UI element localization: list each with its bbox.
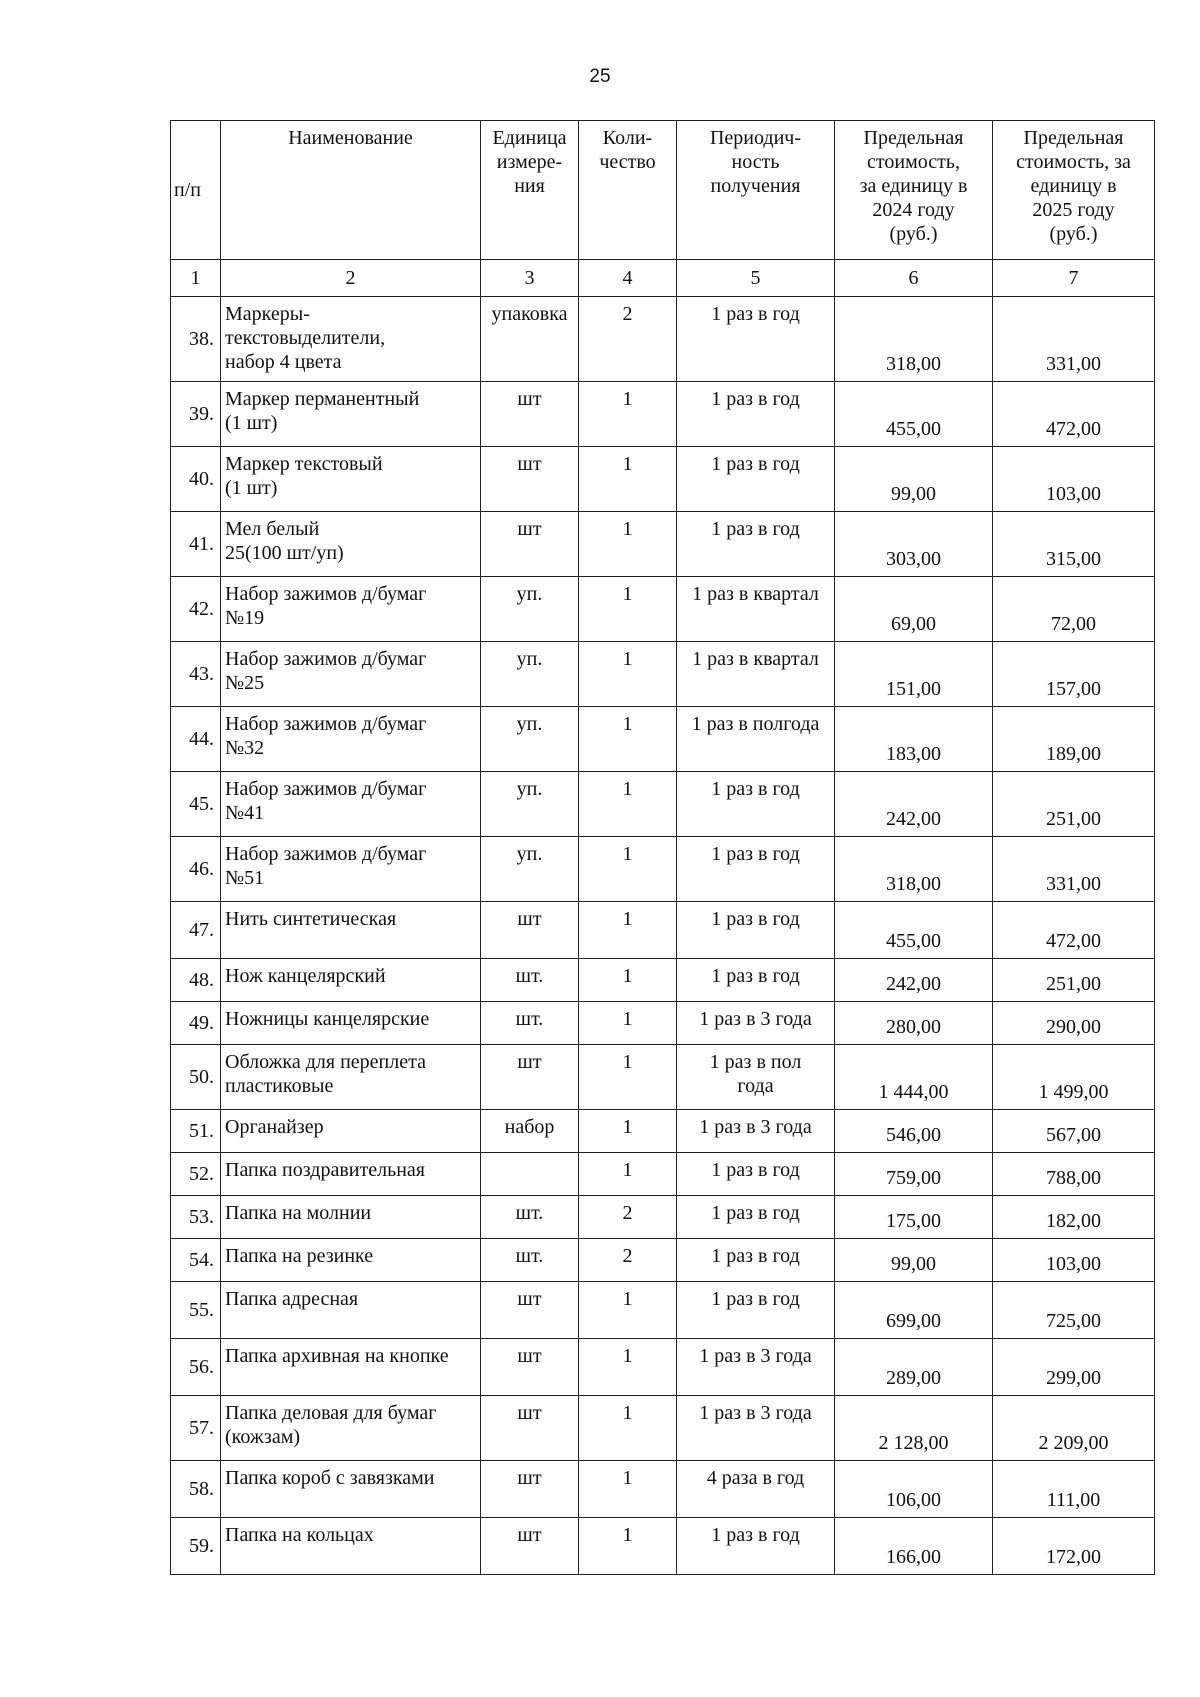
price-2024-cell: 280,00 [835, 1002, 993, 1045]
quantity-cell: 1 [579, 1396, 677, 1461]
row-number: 54. [171, 1239, 221, 1282]
price-2025-cell: 103,00 [993, 447, 1155, 512]
period-cell: 1 раз в год [677, 512, 835, 577]
quantity-cell: 1 [579, 577, 677, 642]
unit-cell: шт [481, 382, 579, 447]
item-name: Папка на кольцах [221, 1518, 481, 1575]
item-name: Обложка для переплета пластиковые [221, 1045, 481, 1110]
price-2025-cell: 472,00 [993, 382, 1155, 447]
row-number: 58. [171, 1461, 221, 1518]
period-cell: 1 раз в год [677, 1282, 835, 1339]
unit-cell: шт [481, 1396, 579, 1461]
row-number: 49. [171, 1002, 221, 1045]
item-name: Папка архивная на кнопке [221, 1339, 481, 1396]
quantity-cell: 2 [579, 1239, 677, 1282]
unit-cell: шт [481, 902, 579, 959]
unit-cell: уп. [481, 837, 579, 902]
period-cell: 1 раз в год [677, 1196, 835, 1239]
table-row [171, 1045, 1155, 1110]
row-number: 55. [171, 1282, 221, 1339]
table-row [171, 577, 1155, 642]
table-row [171, 707, 1155, 772]
table-body [171, 297, 1155, 1575]
column-index-cell: 6 [835, 260, 993, 297]
quantity-cell: 1 [579, 1110, 677, 1153]
row-number: 42. [171, 577, 221, 642]
price-2024-cell: 99,00 [835, 447, 993, 512]
row-number: 57. [171, 1396, 221, 1461]
item-name: Папка деловая для бумаг (кожзам) [221, 1396, 481, 1461]
quantity-cell: 1 [579, 1518, 677, 1575]
row-number: 51. [171, 1110, 221, 1153]
period-cell: 1 раз в год [677, 1518, 835, 1575]
unit-cell: набор [481, 1110, 579, 1153]
table-row [171, 1518, 1155, 1575]
row-number: 44. [171, 707, 221, 772]
table-row [171, 447, 1155, 512]
price-2024-cell: 175,00 [835, 1196, 993, 1239]
price-2025-cell: 2 209,00 [993, 1396, 1155, 1461]
row-number: 41. [171, 512, 221, 577]
price-2025-cell: 157,00 [993, 642, 1155, 707]
unit-cell: шт [481, 512, 579, 577]
header-name: Наименование [221, 121, 481, 260]
unit-cell: шт [481, 1461, 579, 1518]
quantity-cell: 1 [579, 902, 677, 959]
period-cell: 1 раз в 3 года [677, 1339, 835, 1396]
table-row [171, 902, 1155, 959]
quantity-cell: 1 [579, 1045, 677, 1110]
header-num: п/п [171, 121, 221, 260]
quantity-cell: 1 [579, 1153, 677, 1196]
table-row [171, 512, 1155, 577]
item-name: Набор зажимов д/бумаг №41 [221, 772, 481, 837]
quantity-cell: 1 [579, 642, 677, 707]
quantity-cell: 1 [579, 772, 677, 837]
period-cell: 1 раз в 3 года [677, 1110, 835, 1153]
unit-cell: уп. [481, 772, 579, 837]
period-cell: 1 раз в год [677, 297, 835, 382]
header-row [171, 121, 1155, 260]
period-cell: 1 раз в год [677, 447, 835, 512]
table-row [171, 1196, 1155, 1239]
row-number: 40. [171, 447, 221, 512]
table-row [171, 382, 1155, 447]
price-2024-cell: 2 128,00 [835, 1396, 993, 1461]
table-row [171, 297, 1155, 382]
price-2025-cell: 567,00 [993, 1110, 1155, 1153]
quantity-cell: 1 [579, 707, 677, 772]
item-name: Папка короб с завязками [221, 1461, 481, 1518]
row-number: 46. [171, 837, 221, 902]
unit-cell: шт [481, 1518, 579, 1575]
item-name: Папка на молнии [221, 1196, 481, 1239]
column-index-cell: 1 [171, 260, 221, 297]
item-name: Папка на резинке [221, 1239, 481, 1282]
row-number: 43. [171, 642, 221, 707]
row-number: 52. [171, 1153, 221, 1196]
price-2025-cell: 103,00 [993, 1239, 1155, 1282]
period-cell: 1 раз в год [677, 837, 835, 902]
price-2024-cell: 455,00 [835, 382, 993, 447]
price-2025-cell: 472,00 [993, 902, 1155, 959]
table-row [171, 1110, 1155, 1153]
price-2025-cell: 299,00 [993, 1339, 1155, 1396]
table-row [171, 1282, 1155, 1339]
price-2025-cell: 1 499,00 [993, 1045, 1155, 1110]
unit-cell: шт [481, 1339, 579, 1396]
table-row [171, 1239, 1155, 1282]
price-2024-cell: 1 444,00 [835, 1045, 993, 1110]
price-2024-cell: 289,00 [835, 1339, 993, 1396]
unit-cell: шт. [481, 1196, 579, 1239]
page-number: 25 [589, 66, 611, 87]
price-2024-cell: 242,00 [835, 772, 993, 837]
table-row [171, 1153, 1155, 1196]
item-name: Маркер перманентный (1 шт) [221, 382, 481, 447]
supplies-table [170, 120, 1155, 1575]
period-cell: 1 раз в 3 года [677, 1396, 835, 1461]
price-2025-cell: 725,00 [993, 1282, 1155, 1339]
item-name: Набор зажимов д/бумаг №51 [221, 837, 481, 902]
row-number: 59. [171, 1518, 221, 1575]
price-2024-cell: 303,00 [835, 512, 993, 577]
table-row [171, 1339, 1155, 1396]
price-2024-cell: 759,00 [835, 1153, 993, 1196]
price-2025-cell: 189,00 [993, 707, 1155, 772]
unit-cell: шт [481, 1282, 579, 1339]
quantity-cell: 2 [579, 297, 677, 382]
period-cell: 1 раз в год [677, 959, 835, 1002]
price-2025-cell: 251,00 [993, 772, 1155, 837]
header-period: Периодич- ность получения [677, 121, 835, 260]
price-2024-cell: 99,00 [835, 1239, 993, 1282]
table-row [171, 1002, 1155, 1045]
price-2024-cell: 69,00 [835, 577, 993, 642]
item-name: Ножницы канцелярские [221, 1002, 481, 1045]
column-index-cell: 7 [993, 260, 1155, 297]
price-2024-cell: 318,00 [835, 837, 993, 902]
row-number: 47. [171, 902, 221, 959]
price-2025-cell: 290,00 [993, 1002, 1155, 1045]
price-2024-cell: 151,00 [835, 642, 993, 707]
table-row [171, 959, 1155, 1002]
column-index-cell: 5 [677, 260, 835, 297]
price-2025-cell: 182,00 [993, 1196, 1155, 1239]
unit-cell: шт [481, 1045, 579, 1110]
row-number: 38. [171, 297, 221, 382]
price-2025-cell: 251,00 [993, 959, 1155, 1002]
unit-cell: упаковка [481, 297, 579, 382]
header-price-2024: Предельная стоимость, за единицу в 2024 году (руб.) [835, 121, 993, 260]
period-cell: 1 раз в год [677, 902, 835, 959]
unit-cell: уп. [481, 577, 579, 642]
price-2025-cell: 331,00 [993, 837, 1155, 902]
period-cell: 1 раз в год [677, 772, 835, 837]
quantity-cell: 1 [579, 1002, 677, 1045]
table-row [171, 772, 1155, 837]
column-index-row [171, 260, 1155, 297]
period-cell: 4 раза в год [677, 1461, 835, 1518]
item-name: Папка адресная [221, 1282, 481, 1339]
table-row [171, 1396, 1155, 1461]
quantity-cell: 1 [579, 837, 677, 902]
item-name: Маркеры- текстовыделители, набор 4 цвета [221, 297, 481, 382]
table-row [171, 1461, 1155, 1518]
unit-cell: шт. [481, 959, 579, 1002]
period-cell: 1 раз в 3 года [677, 1002, 835, 1045]
header-price-2025: Предельная стоимость, за единицу в 2025 году (руб.) [993, 121, 1155, 260]
period-cell: 1 раз в год [677, 382, 835, 447]
row-number: 56. [171, 1339, 221, 1396]
price-2024-cell: 106,00 [835, 1461, 993, 1518]
period-cell: 1 раз в полгода [677, 707, 835, 772]
column-index-cell: 3 [481, 260, 579, 297]
row-number: 48. [171, 959, 221, 1002]
item-name: Нож канцелярский [221, 959, 481, 1002]
period-cell: 1 раз в квартал [677, 642, 835, 707]
quantity-cell: 2 [579, 1196, 677, 1239]
price-2025-cell: 788,00 [993, 1153, 1155, 1196]
row-number: 45. [171, 772, 221, 837]
item-name: Набор зажимов д/бумаг №32 [221, 707, 481, 772]
price-2024-cell: 455,00 [835, 902, 993, 959]
price-2025-cell: 315,00 [993, 512, 1155, 577]
item-name: Нить синтетическая [221, 902, 481, 959]
period-cell: 1 раз в пол года [677, 1045, 835, 1110]
quantity-cell: 1 [579, 512, 677, 577]
price-2024-cell: 699,00 [835, 1282, 993, 1339]
quantity-cell: 1 [579, 447, 677, 512]
item-name: Мел белый 25(100 шт/уп) [221, 512, 481, 577]
item-name: Набор зажимов д/бумаг №25 [221, 642, 481, 707]
unit-cell: шт. [481, 1002, 579, 1045]
row-number: 39. [171, 382, 221, 447]
item-name: Папка поздравительная [221, 1153, 481, 1196]
price-2025-cell: 72,00 [993, 577, 1155, 642]
item-name: Органайзер [221, 1110, 481, 1153]
price-2025-cell: 172,00 [993, 1518, 1155, 1575]
quantity-cell: 1 [579, 1461, 677, 1518]
quantity-cell: 1 [579, 1339, 677, 1396]
unit-cell: уп. [481, 642, 579, 707]
item-name: Набор зажимов д/бумаг №19 [221, 577, 481, 642]
price-2025-cell: 331,00 [993, 297, 1155, 382]
period-cell: 1 раз в квартал [677, 577, 835, 642]
unit-cell: уп. [481, 707, 579, 772]
price-2024-cell: 166,00 [835, 1518, 993, 1575]
price-2024-cell: 183,00 [835, 707, 993, 772]
price-2025-cell: 111,00 [993, 1461, 1155, 1518]
unit-cell [481, 1153, 579, 1196]
row-number: 50. [171, 1045, 221, 1110]
quantity-cell: 1 [579, 959, 677, 1002]
price-2024-cell: 546,00 [835, 1110, 993, 1153]
period-cell: 1 раз в год [677, 1239, 835, 1282]
row-number: 53. [171, 1196, 221, 1239]
table-row [171, 642, 1155, 707]
price-2024-cell: 242,00 [835, 959, 993, 1002]
item-name: Маркер текстовый (1 шт) [221, 447, 481, 512]
period-cell: 1 раз в год [677, 1153, 835, 1196]
price-2024-cell: 318,00 [835, 297, 993, 382]
table-row [171, 837, 1155, 902]
quantity-cell: 1 [579, 1282, 677, 1339]
unit-cell: шт [481, 447, 579, 512]
column-index-cell: 2 [221, 260, 481, 297]
unit-cell: шт. [481, 1239, 579, 1282]
header-qty: Коли- чество [579, 121, 677, 260]
column-index-cell: 4 [579, 260, 677, 297]
header-unit: Единица измере- ния [481, 121, 579, 260]
quantity-cell: 1 [579, 382, 677, 447]
